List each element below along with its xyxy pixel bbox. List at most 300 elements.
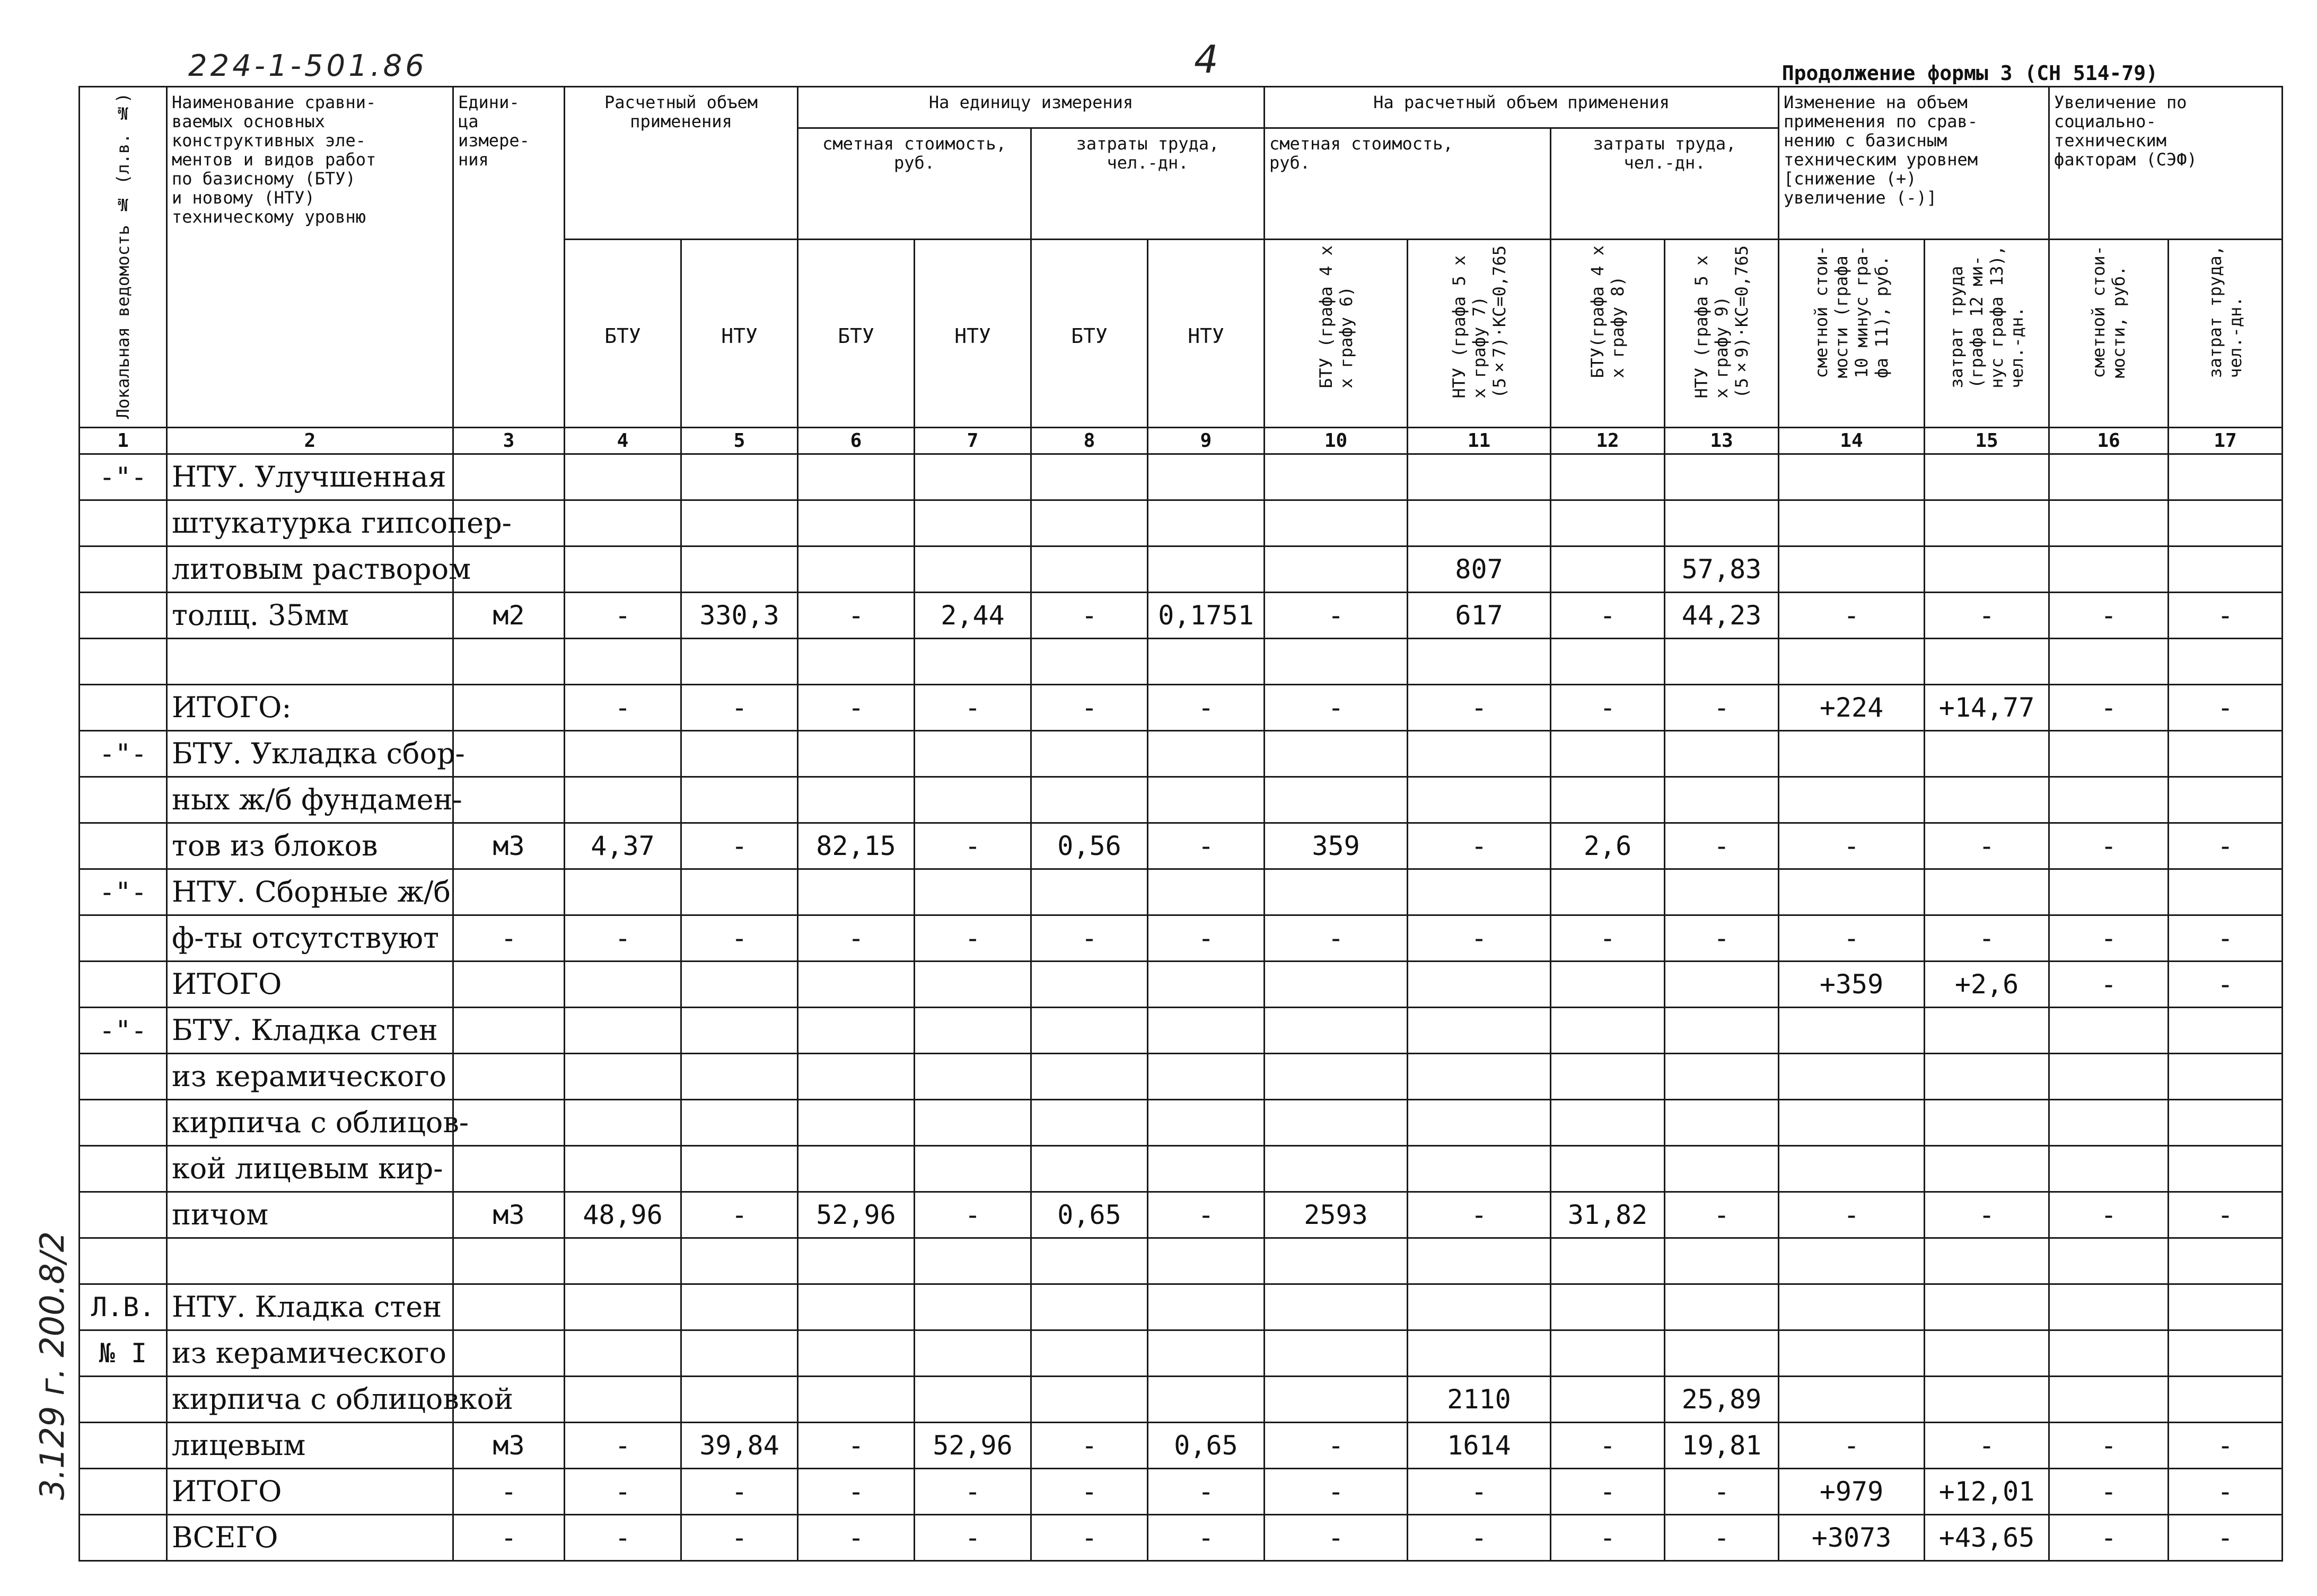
table-cell <box>1148 1238 1265 1284</box>
table-row <box>80 1100 2283 1146</box>
comparison-table <box>78 86 2283 1562</box>
table-cell <box>1148 777 1265 823</box>
column-number: 6 <box>798 428 915 454</box>
table-cell <box>1148 500 1265 546</box>
table-cell <box>1551 869 1665 915</box>
table-cell <box>1148 1008 1265 1054</box>
form-continuation-note: Продолжение формы 3 (СН 514-79) <box>1781 61 2158 85</box>
table-cell <box>565 731 681 777</box>
table-row <box>80 731 2283 777</box>
ledger-ref-cell <box>80 500 167 546</box>
item-name-cell: ИТОГО <box>167 962 453 1008</box>
table-cell: - <box>1408 1515 1551 1561</box>
table-cell <box>2169 639 2283 685</box>
table-cell <box>2049 1238 2169 1284</box>
table-cell <box>2049 500 2169 546</box>
table-cell: - <box>798 915 915 962</box>
table-cell: - <box>2049 823 2169 869</box>
ledger-ref-cell <box>80 1469 167 1515</box>
ledger-ref-cell <box>80 1515 167 1561</box>
ledger-ref-cell <box>80 639 167 685</box>
ledger-ref-cell <box>80 1423 167 1469</box>
table-cell <box>915 454 1031 500</box>
table-cell <box>915 546 1031 593</box>
table-cell: - <box>798 1423 915 1469</box>
table-cell <box>453 1330 565 1377</box>
table-cell: 4,37 <box>565 823 681 869</box>
table-cell: - <box>915 1469 1031 1515</box>
table-cell <box>681 777 798 823</box>
table-cell <box>681 1238 798 1284</box>
table-cell: - <box>1408 1192 1551 1238</box>
table-cell: - <box>1265 1469 1408 1515</box>
header-change: Изменение на объем применения по срав- нению с базисным техническим уровнем [снижение (+) увеличение (-)] <box>1779 87 2049 240</box>
table-cell <box>1408 1284 1551 1330</box>
header-ntu-7: НТУ <box>915 240 1031 428</box>
table-cell: м3 <box>453 823 565 869</box>
table-cell <box>2049 1284 2169 1330</box>
header-col2: Наименование сравни- ваемых основных конструктивных эле- ментов и видов работ по базисному (БТУ) и новому (НТУ) техническому уровню <box>167 87 453 428</box>
table-cell <box>681 1008 798 1054</box>
table-cell: - <box>1148 915 1265 962</box>
table-cell: - <box>1265 1515 1408 1561</box>
table-cell <box>453 1054 565 1100</box>
table-cell <box>681 1146 798 1192</box>
table-cell <box>1551 1100 1665 1146</box>
table-cell <box>681 1054 798 1100</box>
table-cell <box>2169 1054 2283 1100</box>
table-cell <box>1148 1330 1265 1377</box>
table-cell: - <box>1031 915 1148 962</box>
table-cell <box>1665 869 1779 915</box>
table-cell: 617 <box>1408 593 1551 639</box>
table-cell: - <box>1925 915 2049 962</box>
table-cell <box>2169 777 2283 823</box>
table-cell <box>1779 546 1925 593</box>
table-cell <box>1551 1377 1665 1423</box>
table-cell: - <box>2169 962 2283 1008</box>
table-row <box>80 1423 2283 1469</box>
table-cell <box>915 1054 1031 1100</box>
table-cell: - <box>453 1515 565 1561</box>
table-cell <box>1779 454 1925 500</box>
table-cell <box>2169 1377 2283 1423</box>
table-cell <box>915 777 1031 823</box>
table-cell: - <box>1665 1515 1779 1561</box>
table-cell <box>1408 1100 1551 1146</box>
table-cell <box>1148 869 1265 915</box>
table-cell: 2110 <box>1408 1377 1551 1423</box>
item-name-cell: ф-ты отсутствуют <box>167 915 453 962</box>
table-cell: 2593 <box>1265 1192 1408 1238</box>
table-cell: - <box>915 1192 1031 1238</box>
table-cell: +14,77 <box>1925 685 2049 731</box>
table-cell <box>1779 777 1925 823</box>
table-cell <box>1148 1100 1265 1146</box>
table-cell: - <box>1408 915 1551 962</box>
table-cell <box>1265 639 1408 685</box>
header-cost-per-unit: сметная стоимость, руб. <box>798 128 1031 240</box>
column-number: 9 <box>1148 428 1265 454</box>
table-cell <box>1408 454 1551 500</box>
table-cell <box>2049 869 2169 915</box>
ledger-ref-cell <box>80 546 167 593</box>
table-row <box>80 454 2283 500</box>
item-name-cell: ИТОГО <box>167 1469 453 1515</box>
item-name-cell: пичом <box>167 1192 453 1238</box>
table-cell <box>453 1008 565 1054</box>
table-row <box>80 1008 2283 1054</box>
table-cell <box>798 500 915 546</box>
table-cell <box>915 1330 1031 1377</box>
table-row <box>80 1330 2283 1377</box>
table-cell <box>1031 1377 1148 1423</box>
table-cell <box>1265 500 1408 546</box>
table-cell <box>915 869 1031 915</box>
item-name-cell: НТУ. Кладка стен <box>167 1284 453 1330</box>
table-cell <box>1779 1284 1925 1330</box>
table-cell: 52,96 <box>915 1423 1031 1469</box>
header-col16: сметной стои- мости, руб. <box>2049 240 2169 428</box>
table-row <box>80 593 2283 639</box>
header-cost-per-volume: сметная стоимость, руб. <box>1265 128 1551 240</box>
table-cell <box>1551 639 1665 685</box>
table-cell <box>1551 454 1665 500</box>
table-cell: 807 <box>1408 546 1551 593</box>
table-cell <box>798 1377 915 1423</box>
table-cell <box>1031 500 1148 546</box>
table-cell <box>1925 546 2049 593</box>
table-cell <box>453 685 565 731</box>
table-cell <box>2049 546 2169 593</box>
table-row <box>80 1515 2283 1561</box>
table-cell <box>565 1100 681 1146</box>
table-cell: - <box>2049 962 2169 1008</box>
item-name-cell: кирпича с облицовкой <box>167 1377 453 1423</box>
table-cell: - <box>1779 593 1925 639</box>
header-col13: НТУ (графа 5 х х графу 9) (5×9)·КС=0,765 <box>1665 240 1779 428</box>
table-cell <box>1925 1284 2049 1330</box>
table-cell <box>2049 1008 2169 1054</box>
table-cell: - <box>565 1515 681 1561</box>
ledger-ref-cell: -"- <box>80 869 167 915</box>
table-cell: - <box>1265 685 1408 731</box>
table-cell <box>1265 1238 1408 1284</box>
table-cell <box>2169 1238 2283 1284</box>
table-cell: - <box>453 915 565 962</box>
table-cell <box>798 454 915 500</box>
table-cell <box>1925 1008 2049 1054</box>
table-cell: - <box>1779 1192 1925 1238</box>
table-cell <box>915 1238 1031 1284</box>
table-cell: - <box>2049 1469 2169 1515</box>
column-number: 17 <box>2169 428 2283 454</box>
table-cell: 359 <box>1265 823 1408 869</box>
table-cell <box>1925 731 2049 777</box>
table-cell <box>1779 1146 1925 1192</box>
table-cell <box>1265 1100 1408 1146</box>
table-cell <box>1925 1100 2049 1146</box>
table-cell: - <box>1408 823 1551 869</box>
column-number: 5 <box>681 428 798 454</box>
table-cell <box>1148 962 1265 1008</box>
item-name-cell: НТУ. Сборные ж/б <box>167 869 453 915</box>
column-number: 12 <box>1551 428 1665 454</box>
table-cell: - <box>453 1469 565 1515</box>
table-cell: - <box>2169 685 2283 731</box>
table-cell <box>2049 639 2169 685</box>
item-name-cell: толщ. 35мм <box>167 593 453 639</box>
item-name-cell: БТУ. Укладка сбор- <box>167 731 453 777</box>
table-cell <box>681 731 798 777</box>
table-cell: - <box>681 685 798 731</box>
table-cell <box>1408 1238 1551 1284</box>
table-cell: - <box>1925 1192 2049 1238</box>
table-cell <box>1925 777 2049 823</box>
table-cell: 39,84 <box>681 1423 798 1469</box>
header-btu-6: БТУ <box>798 240 915 428</box>
table-cell: - <box>1265 593 1408 639</box>
header-col15: затрат труда (графа 12 ми- нус графа 13), чел.-дн. <box>1925 240 2049 428</box>
table-cell: - <box>2049 685 2169 731</box>
table-cell: - <box>2169 823 2283 869</box>
table-cell <box>798 731 915 777</box>
table-cell <box>1148 454 1265 500</box>
table-cell: - <box>2169 1469 2283 1515</box>
table-cell: - <box>1031 685 1148 731</box>
table-cell <box>915 962 1031 1008</box>
table-cell <box>1665 1330 1779 1377</box>
table-cell: - <box>1031 593 1148 639</box>
table-row <box>80 869 2283 915</box>
table-cell <box>1408 639 1551 685</box>
item-name-cell <box>167 639 453 685</box>
side-stamp: 3.129 г. 200.8/2 <box>33 1231 72 1500</box>
table-cell <box>798 777 915 823</box>
table-cell: +2,6 <box>1925 962 2049 1008</box>
table-cell <box>1665 731 1779 777</box>
table-cell <box>798 546 915 593</box>
table-row <box>80 1469 2283 1515</box>
table-cell: +3073 <box>1779 1515 1925 1561</box>
table-cell <box>1665 454 1779 500</box>
table-cell: - <box>2169 1192 2283 1238</box>
table-cell <box>1779 1238 1925 1284</box>
table-row <box>80 915 2283 962</box>
table-cell: - <box>1148 1469 1265 1515</box>
table-cell <box>798 962 915 1008</box>
item-name-cell: ВСЕГО <box>167 1515 453 1561</box>
table-row <box>80 1146 2283 1192</box>
table-cell: - <box>1031 1515 1148 1561</box>
ledger-ref-cell: № I <box>80 1330 167 1377</box>
table-cell: +979 <box>1779 1469 1925 1515</box>
table-cell: - <box>1925 593 2049 639</box>
table-cell: - <box>681 823 798 869</box>
column-number: 10 <box>1265 428 1408 454</box>
table-cell <box>2049 731 2169 777</box>
table-cell: - <box>915 1515 1031 1561</box>
table-cell <box>1551 546 1665 593</box>
header-col3: Едини- ца измере- ния <box>453 87 565 428</box>
header-design-volume: Расчетный объем применения <box>565 87 798 240</box>
table-cell <box>1408 1146 1551 1192</box>
table-cell <box>565 777 681 823</box>
table-cell: - <box>1551 593 1665 639</box>
table-cell: +224 <box>1779 685 1925 731</box>
table-cell: - <box>2169 1515 2283 1561</box>
table-cell <box>453 1146 565 1192</box>
table-cell: - <box>1665 685 1779 731</box>
table-cell <box>1925 500 2049 546</box>
table-cell <box>1408 1330 1551 1377</box>
table-cell <box>453 731 565 777</box>
table-cell <box>1779 1377 1925 1423</box>
table-cell <box>453 1284 565 1330</box>
table-cell: - <box>681 1469 798 1515</box>
table-cell <box>1925 869 2049 915</box>
table-cell: - <box>1148 1192 1265 1238</box>
column-number: 16 <box>2049 428 2169 454</box>
table-cell <box>1551 1238 1665 1284</box>
table-cell <box>1265 1146 1408 1192</box>
table-cell <box>1665 962 1779 1008</box>
table-cell: - <box>565 1423 681 1469</box>
table-cell: 2,6 <box>1551 823 1665 869</box>
table-row <box>80 962 2283 1008</box>
table-cell <box>1665 1238 1779 1284</box>
table-cell <box>1779 639 1925 685</box>
table-cell <box>2169 1008 2283 1054</box>
table-cell <box>681 1330 798 1377</box>
table-row <box>80 546 2283 593</box>
table-cell <box>1148 639 1265 685</box>
table-cell: - <box>1148 685 1265 731</box>
table-cell <box>1265 1377 1408 1423</box>
table-cell: 2,44 <box>915 593 1031 639</box>
table-cell <box>1031 1238 1148 1284</box>
table-cell: - <box>1265 1423 1408 1469</box>
table-cell: 1614 <box>1408 1423 1551 1469</box>
table-cell <box>2169 1146 2283 1192</box>
table-cell <box>565 869 681 915</box>
table-cell <box>565 1238 681 1284</box>
table-cell: - <box>1779 1423 1925 1469</box>
table-cell <box>1779 1330 1925 1377</box>
table-cell <box>565 454 681 500</box>
table-cell: - <box>2169 1423 2283 1469</box>
table-cell <box>1265 1284 1408 1330</box>
table-cell <box>1031 1284 1148 1330</box>
table-cell: 0,56 <box>1031 823 1148 869</box>
table-cell <box>1031 639 1148 685</box>
table-cell <box>2049 1054 2169 1100</box>
item-name-cell: БТУ. Кладка стен <box>167 1008 453 1054</box>
table-cell <box>1148 1284 1265 1330</box>
table-cell: 0,1751 <box>1148 593 1265 639</box>
column-number-row <box>80 428 2283 454</box>
table-cell <box>1148 731 1265 777</box>
header-col10: БТУ (графа 4 х х графу 6) <box>1265 240 1408 428</box>
item-name-cell: кирпича с облицов- <box>167 1100 453 1146</box>
table-cell <box>1031 731 1148 777</box>
ledger-ref-cell <box>80 685 167 731</box>
table-cell <box>1265 869 1408 915</box>
table-cell <box>1265 1008 1408 1054</box>
table-cell <box>565 1377 681 1423</box>
table-row <box>80 1284 2283 1330</box>
table-cell <box>565 639 681 685</box>
table-cell: м2 <box>453 593 565 639</box>
table-cell: - <box>2049 1423 2169 1469</box>
table-cell <box>1779 1008 1925 1054</box>
table-cell <box>681 962 798 1008</box>
header-labor-per-volume: затраты труда, чел.-дн. <box>1551 128 1779 240</box>
column-number: 13 <box>1665 428 1779 454</box>
table-cell <box>915 1100 1031 1146</box>
table-cell <box>798 1238 915 1284</box>
table-cell <box>1925 1330 2049 1377</box>
table-cell: +43,65 <box>1925 1515 2049 1561</box>
ledger-ref-cell <box>80 823 167 869</box>
table-cell <box>565 1146 681 1192</box>
table-cell <box>2169 1330 2283 1377</box>
table-cell <box>2169 546 2283 593</box>
table-cell: - <box>2049 1515 2169 1561</box>
table-cell <box>1031 869 1148 915</box>
table-cell <box>1031 1330 1148 1377</box>
table-cell: - <box>1665 1469 1779 1515</box>
table-cell <box>798 1100 915 1146</box>
table-cell <box>681 546 798 593</box>
table-cell <box>565 1008 681 1054</box>
header-labor-per-unit: затраты труда, чел.-дн. <box>1031 128 1265 240</box>
table-cell: - <box>915 823 1031 869</box>
table-cell <box>1779 1054 1925 1100</box>
table-cell: - <box>1148 823 1265 869</box>
table-cell <box>1925 454 2049 500</box>
column-number: 15 <box>1925 428 2049 454</box>
item-name-cell: ных ж/б фундамен- <box>167 777 453 823</box>
table-cell: 19,81 <box>1665 1423 1779 1469</box>
table-cell: - <box>1031 1423 1148 1469</box>
table-row <box>80 777 2283 823</box>
table-row <box>80 639 2283 685</box>
table-cell: - <box>915 915 1031 962</box>
table-cell <box>2049 454 2169 500</box>
table-cell: 330,3 <box>681 593 798 639</box>
table-cell <box>1551 962 1665 1008</box>
table-cell: +12,01 <box>1925 1469 2049 1515</box>
table-cell: - <box>1408 685 1551 731</box>
table-cell <box>1551 1284 1665 1330</box>
table-cell <box>1265 962 1408 1008</box>
table-cell <box>1031 546 1148 593</box>
header-col12: БТУ(графа 4 х х графу 8) <box>1551 240 1665 428</box>
table-cell: 82,15 <box>798 823 915 869</box>
table-cell <box>1031 454 1148 500</box>
table-cell <box>1665 1284 1779 1330</box>
table-cell <box>1779 1100 1925 1146</box>
table-cell: - <box>681 1515 798 1561</box>
table-cell <box>1031 777 1148 823</box>
item-name-cell: из керамического <box>167 1330 453 1377</box>
table-body <box>80 454 2283 1561</box>
table-cell <box>1551 1146 1665 1192</box>
table-cell <box>1408 500 1551 546</box>
ledger-ref-cell <box>80 915 167 962</box>
item-name-cell: ИТОГО: <box>167 685 453 731</box>
